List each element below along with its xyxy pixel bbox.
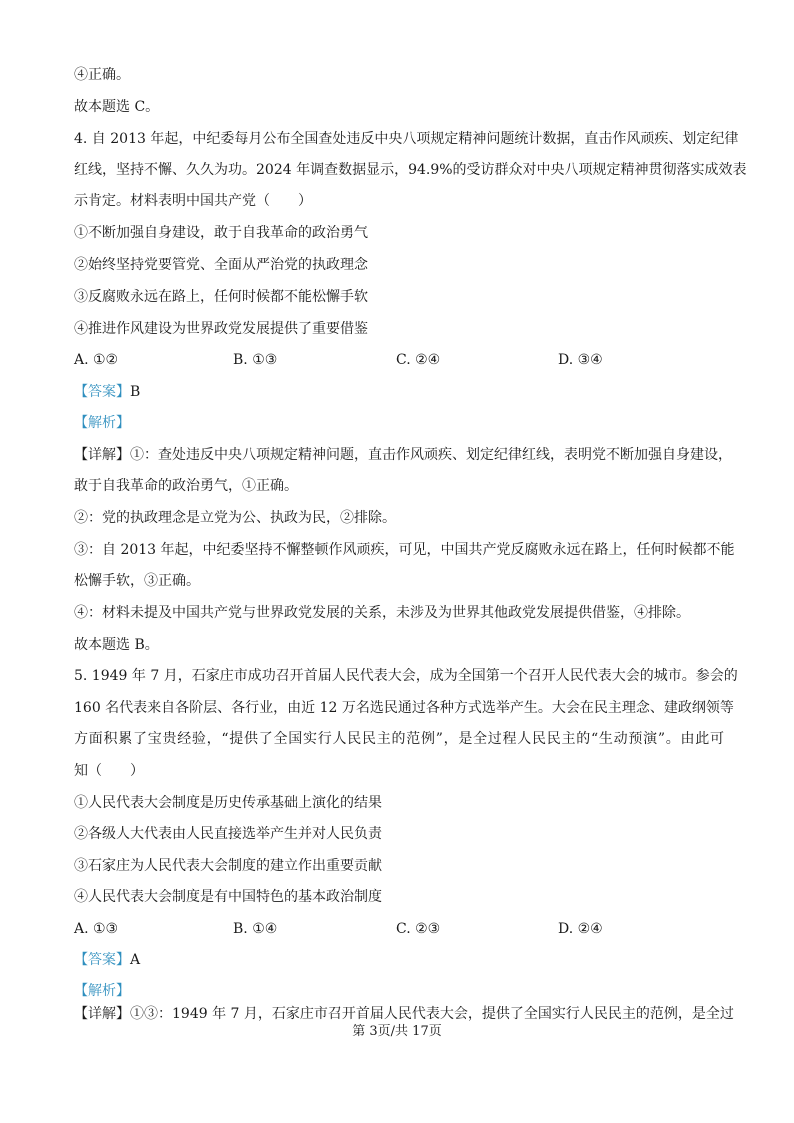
- question-5-statement: ③石家庄为人民代表大会制度的建立作出重要贡献: [74, 858, 382, 874]
- question-4-detail: [74, 446, 732, 464]
- question-4-option-a: A. ①②: [74, 352, 119, 368]
- question-4-option-c: C. ②④: [396, 352, 441, 368]
- question-4-analysis-tag: [74, 414, 724, 432]
- question-5-statement: ①人民代表大会制度是历史传承基础上演化的结果: [74, 795, 382, 811]
- answer-tag: 【答案】: [74, 952, 130, 968]
- detail-tag: 【详解】: [74, 447, 130, 463]
- question-4-detail: 松懈手软，③正确。: [74, 573, 200, 589]
- question-5-stem: 方面积累了宝贵经验，“提供了全国实行人民民主的范例”，是全过程人民民主的“生动预演”。由此可: [74, 731, 724, 747]
- text-line: 故本题选 C。: [74, 99, 160, 115]
- question-4-detail: 敢于自我革命的政治勇气，①正确。: [74, 478, 298, 494]
- question-5-option-d: D. ②④: [558, 921, 603, 937]
- question-5-analysis-tag: [74, 982, 724, 1000]
- question-5-stem: 5. 1949 年 7 月，石家庄市成功召开首届人民代表大会，成为全国第一个召开人民代表大会的城市。参会的: [74, 668, 738, 684]
- detail-text: ①③：1949 年 7 月，石家庄市召开首届人民代表大会，提供了全国实行人民民主的范例，是全过: [130, 1006, 734, 1022]
- question-5-stem: 知（ ）: [74, 763, 144, 779]
- question-4-statement: ④推进作风建设为世界政党发展提供了重要借鉴: [74, 321, 368, 337]
- analysis-tag: 【解析】: [74, 983, 130, 999]
- question-5-statement: ④人民代表大会制度是有中国特色的基本政治制度: [74, 889, 382, 905]
- question-4-statement: ②始终坚持党要管党、全面从严治党的执政理念: [74, 257, 368, 273]
- text-line: ④正确。: [74, 67, 130, 83]
- question-4-conclusion: 故本题选 B。: [74, 637, 159, 653]
- page-footer: 第 3页/共 17页: [352, 1024, 442, 1039]
- question-4-statement: ③反腐败永远在路上，任何时候都不能松懈手软: [74, 289, 368, 305]
- question-5-answer: [74, 951, 724, 969]
- question-5-option-b: B. ①④: [233, 921, 278, 937]
- detail-tag: 【详解】: [74, 1006, 130, 1022]
- analysis-tag: 【解析】: [74, 415, 130, 431]
- answer-value: A: [130, 952, 141, 968]
- question-4-answer: [74, 383, 724, 401]
- question-4-stem: 红线，坚持不懈、久久为功。2024 年调查数据显示，94.9%的受访群众对中央八项规定精神贯彻落实成效表: [74, 162, 747, 178]
- question-4-stem: 4. 自 2013 年起，中纪委每月公布全国查处违反中央八项规定精神问题统计数据，直击作风顽疾、划定纪律: [74, 131, 739, 147]
- question-4-detail: ④：材料未提及中国共产党与世界政党发展的关系，未涉及为世界其他政党发展提供借鉴，④排除。: [74, 605, 690, 621]
- answer-tag: 【答案】: [74, 384, 130, 400]
- detail-text: ①：查处违反中央八项规定精神问题，直击作风顽疾、划定纪律红线，表明党不断加强自身建设，: [130, 447, 732, 463]
- question-4-detail: ③：自 2013 年起，中纪委坚持不懈整顿作风顽疾，可见，中国共产党反腐败永远在路上，任何时候都不能: [74, 542, 735, 558]
- question-4-statement: ①不断加强自身建设，敢于自我革命的政治勇气: [74, 225, 368, 241]
- question-4-option-b: B. ①③: [233, 352, 278, 368]
- question-4-option-d: D. ③④: [558, 352, 603, 368]
- question-5-option-a: A. ①③: [74, 921, 119, 937]
- question-4-stem: 示肯定。材料表明中国共产党（ ）: [74, 193, 312, 209]
- question-5-detail: [74, 1005, 734, 1023]
- question-5-statement: ②各级人大代表由人民直接选举产生并对人民负责: [74, 826, 382, 842]
- question-5-option-c: C. ②③: [396, 921, 441, 937]
- answer-value: B: [130, 384, 141, 400]
- question-5-stem: 160 名代表来自各阶层、各行业，由近 12 万名选民通过各种方式选举产生。大会在民主理念、建政纲领等: [74, 700, 734, 716]
- question-4-detail: ②：党的执政理念是立党为公、执政为民，②排除。: [74, 510, 396, 526]
